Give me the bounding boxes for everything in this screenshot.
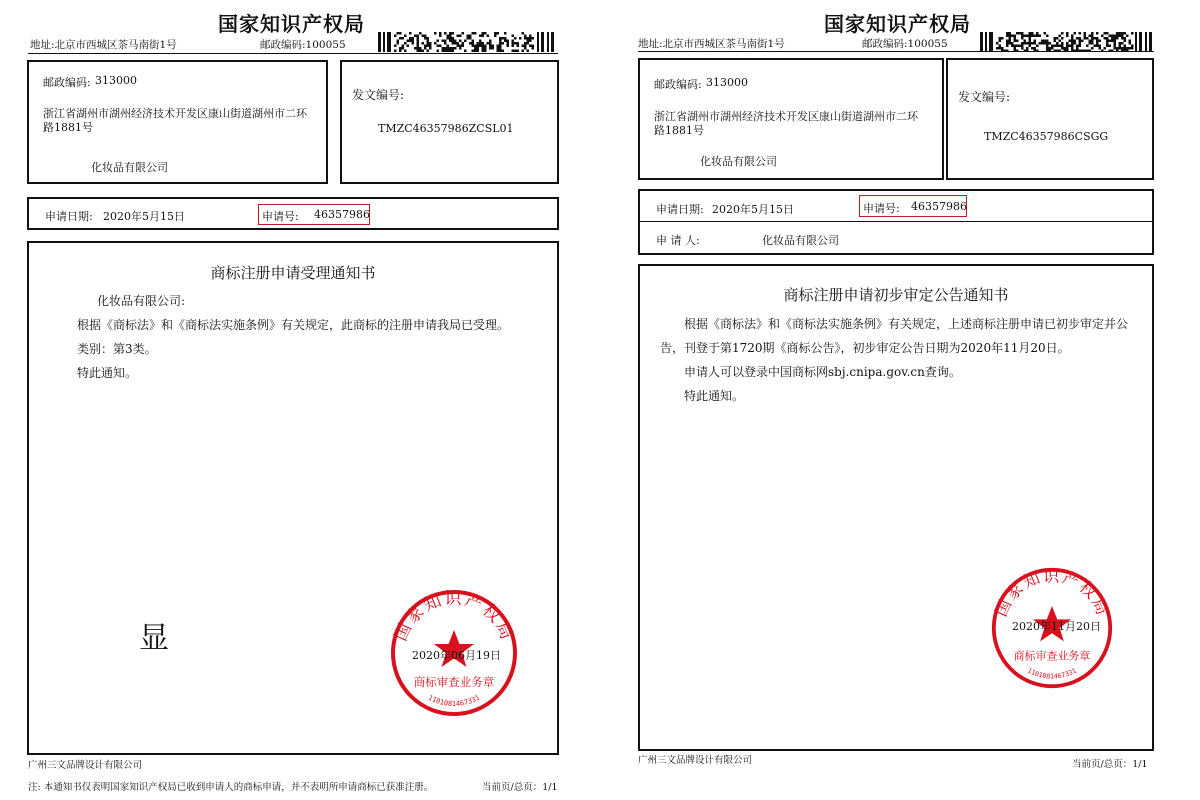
seal-number: 1101081467331 [426, 693, 482, 708]
doc-number-label: 发文编号: [958, 90, 1011, 104]
doc-number-label: 发文编号: [352, 88, 405, 102]
notice-body [660, 312, 1140, 408]
publication-notice-document [610, 0, 1200, 800]
recipient-company: 化妆品有限公司 [700, 155, 777, 168]
header-rule [28, 53, 558, 54]
doc-number-box [340, 60, 559, 184]
notice-line-1: 根据《商标法》和《商标法实施条例》有关规定，此商标的注册申请我局已受理。 [77, 318, 510, 332]
application-number-highlight [859, 195, 967, 217]
svg-text:1101081467331 [427, 694, 481, 708]
footer-company: 广州三文品牌设计有限公司 [28, 760, 143, 771]
footer-note: 注: 本通知书仅表明国家知识产权局已收到申请人的商标申请，并不表明所申请商标已获准注册。 [28, 782, 434, 793]
header-rule [638, 51, 1154, 52]
recipient-box [638, 58, 944, 180]
applicant-value: 化妆品有限公司 [762, 234, 839, 247]
doc-number-value: TMZC46357986ZCSL01 [378, 122, 514, 135]
issuer-org-title: 国家知识产权局 [218, 12, 365, 36]
barcode-icon [378, 32, 556, 52]
application-date-label: 申请日期: [656, 203, 704, 216]
seal-date: 2020年11月20日 [1012, 620, 1101, 633]
barcode-icon [980, 32, 1154, 52]
notice-line-2: 类别：第3类。 [77, 342, 157, 356]
seal-arc-text: 国家知识产权局 [390, 589, 518, 645]
issuer-address: 地址:北京市西城区茶马南街1号 [638, 38, 785, 50]
notice-line-3: 申请人可以登录中国商标网sbj.cnipa.gov.cn查询。 [684, 365, 961, 379]
notice-body [77, 289, 547, 385]
seal-department: 商标审查业务章 [413, 675, 495, 689]
recipient-company: 化妆品有限公司 [91, 161, 168, 174]
notice-line-3: 特此通知。 [77, 366, 138, 380]
recipient-postcode-label: 邮政编码: [654, 78, 702, 91]
seal-department: 商标审查业务章 [1013, 649, 1091, 663]
notice-title: 商标注册申请初步审定公告通知书 [783, 286, 1009, 304]
trademark-character: 显 [139, 621, 169, 656]
svg-text:1101081467331 [1026, 667, 1078, 681]
doc-number-box [946, 58, 1154, 180]
recipient-postcode-value: 313000 [706, 76, 748, 89]
application-date-value: 2020年5月15日 [712, 203, 794, 216]
notice-title: 商标注册申请受理通知书 [210, 264, 376, 282]
application-number-value: 46357986 [911, 200, 967, 213]
application-number-highlight [258, 204, 370, 225]
application-date-label: 申请日期: [45, 210, 93, 223]
issuer-address: 地址:北京市西城区茶马南街1号 [30, 39, 177, 51]
issuer-org-title: 国家知识产权局 [824, 12, 971, 36]
notice-box [27, 241, 559, 755]
recipient-address-line1: 浙江省湖州市湖州经济技术开发区康山街道湖州市二环 [43, 107, 307, 120]
application-number-label: 申请号: [262, 210, 299, 223]
table-divider [640, 221, 1152, 222]
doc-number-value: TMZC46357986CSGG [984, 130, 1109, 143]
recipient-address-line2: 路1881号 [654, 124, 704, 137]
issuer-postcode: 邮政编码:100055 [260, 39, 346, 51]
recipient-box [27, 60, 328, 184]
application-number-value: 46357986 [314, 208, 370, 221]
recipient-address-line1: 浙江省湖州市湖州经济技术开发区康山街道湖州市二环 [654, 110, 918, 123]
notice-box [638, 264, 1154, 751]
seal-arc-text: 国家知识产权局 [991, 566, 1113, 620]
notice-line-2: 告，刊登于第1720期《商标公告》，初步审定公告日期为2020年11月20日。 [660, 341, 1070, 355]
footer-page: 当前页/总页：1/1 [1072, 759, 1148, 770]
recipient-postcode-label: 邮政编码: [43, 76, 91, 89]
application-date-value: 2020年5月15日 [103, 210, 185, 223]
issuer-postcode: 邮政编码:100055 [862, 38, 948, 50]
seal-number: 1101081467331 [1026, 666, 1078, 681]
application-info-table [638, 189, 1154, 255]
notice-line-1: 根据《商标法》和《商标法实施条例》有关规定，上述商标注册申请已初步审定并公 [684, 317, 1129, 331]
application-number-label: 申请号: [863, 202, 900, 215]
footer-company: 广州三文品牌设计有限公司 [638, 755, 753, 766]
recipient-address-line2: 路1881号 [43, 121, 93, 134]
notice-line-4: 特此通知。 [684, 389, 745, 403]
notice-addressee: 化妆品有限公司: [97, 294, 186, 308]
application-info-row [27, 197, 559, 230]
footer-page: 当前页/总页：1/1 [482, 782, 558, 793]
applicant-label: 申 请 人: [656, 234, 700, 247]
recipient-postcode-value: 313000 [95, 74, 137, 87]
seal-date: 2020年06月19日 [412, 649, 501, 662]
